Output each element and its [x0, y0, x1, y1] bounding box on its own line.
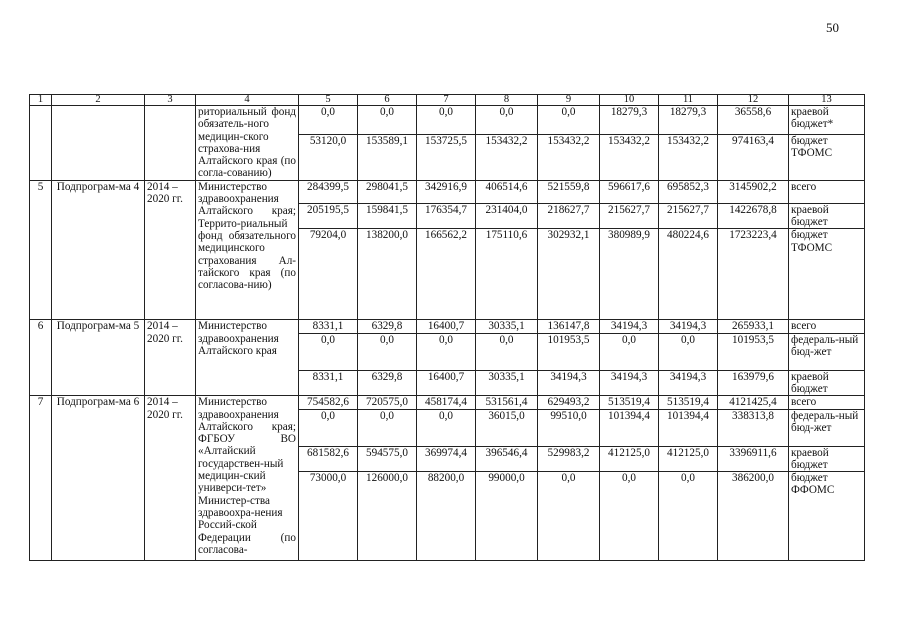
value-cell: 1422678,8 [718, 203, 789, 229]
value-cell: 215627,7 [659, 203, 718, 229]
value-cell: 4121425,4 [718, 396, 789, 409]
value-cell: 0,0 [417, 106, 476, 135]
value-cell: 6329,8 [358, 320, 417, 333]
source-cell: всего [789, 320, 865, 333]
subprogram-name-cell [52, 106, 145, 181]
value-cell: 0,0 [538, 472, 600, 561]
value-cell: 3396911,6 [718, 446, 789, 472]
source-cell: бюджет ФФОМС [789, 472, 865, 561]
value-cell: 53120,0 [299, 134, 358, 180]
value-cell: 153589,1 [358, 134, 417, 180]
executor-cell: Министерство здравоохранения Алтайского края; ФГБОУ ВО «Алтайский государствен-ный медицин-ский универси-тет» Министер-ства здравоохра-нения Россий-ской Федерации (по согласова- [196, 396, 299, 561]
header-cell: 9 [538, 95, 600, 106]
executor-cell: Министерство здравоохранения Алтайского края [196, 320, 299, 396]
value-cell: 175110,6 [476, 229, 538, 320]
value-cell: 215627,7 [600, 203, 659, 229]
value-cell: 754582,6 [299, 396, 358, 409]
value-cell: 629493,2 [538, 396, 600, 409]
value-cell: 513519,4 [659, 396, 718, 409]
value-cell: 0,0 [417, 409, 476, 446]
value-cell: 36015,0 [476, 409, 538, 446]
value-cell: 8331,1 [299, 320, 358, 333]
source-cell: краевой бюджет* [789, 106, 865, 135]
source-cell: бюджет ТФОМС [789, 229, 865, 320]
period-cell: 2014 – 2020 гг. [145, 396, 196, 561]
value-cell: 138200,0 [358, 229, 417, 320]
value-cell: 36558,6 [718, 106, 789, 135]
value-cell: 0,0 [299, 409, 358, 446]
source-cell: краевой бюджет [789, 446, 865, 472]
value-cell: 101953,5 [538, 333, 600, 370]
value-cell: 302932,1 [538, 229, 600, 320]
header-cell: 13 [789, 95, 865, 106]
subprogram-name-cell: Подпрограм-ма 5 [52, 320, 145, 396]
value-cell: 0,0 [476, 333, 538, 370]
value-cell: 681582,6 [299, 446, 358, 472]
value-cell: 30335,1 [476, 320, 538, 333]
value-cell: 342916,9 [417, 180, 476, 203]
header-cell: 12 [718, 95, 789, 106]
value-cell: 101394,4 [659, 409, 718, 446]
row-number-cell: 5 [30, 180, 52, 320]
value-cell: 153725,5 [417, 134, 476, 180]
value-cell: 34194,3 [600, 320, 659, 333]
value-cell: 0,0 [299, 106, 358, 135]
value-cell: 205195,5 [299, 203, 358, 229]
value-cell: 338313,8 [718, 409, 789, 446]
header-cell: 5 [299, 95, 358, 106]
value-cell: 231404,0 [476, 203, 538, 229]
value-cell: 284399,5 [299, 180, 358, 203]
value-cell: 153432,2 [600, 134, 659, 180]
value-cell: 0,0 [659, 472, 718, 561]
value-cell: 34194,3 [659, 370, 718, 396]
value-cell: 513519,4 [600, 396, 659, 409]
table-row [30, 396, 865, 409]
value-cell: 153432,2 [659, 134, 718, 180]
value-cell: 521559,8 [538, 180, 600, 203]
value-cell: 1723223,4 [718, 229, 789, 320]
row-number-cell: 7 [30, 396, 52, 561]
value-cell: 159841,5 [358, 203, 417, 229]
value-cell: 0,0 [659, 333, 718, 370]
period-cell [145, 106, 196, 181]
value-cell: 396546,4 [476, 446, 538, 472]
source-cell: краевой бюджет [789, 203, 865, 229]
header-row [30, 95, 865, 106]
value-cell: 99000,0 [476, 472, 538, 561]
value-cell: 18279,3 [659, 106, 718, 135]
source-cell: краевой бюджет [789, 370, 865, 396]
header-cell: 3 [145, 95, 196, 106]
period-cell: 2014 – 2020 гг. [145, 320, 196, 396]
header-cell: 4 [196, 95, 299, 106]
value-cell: 0,0 [358, 106, 417, 135]
table-row [30, 180, 865, 203]
row-number-cell [30, 106, 52, 181]
value-cell: 18279,3 [600, 106, 659, 135]
value-cell: 458174,4 [417, 396, 476, 409]
value-cell: 596617,6 [600, 180, 659, 203]
value-cell: 6329,8 [358, 370, 417, 396]
value-cell: 695852,3 [659, 180, 718, 203]
value-cell: 298041,5 [358, 180, 417, 203]
source-cell: всего [789, 180, 865, 203]
value-cell: 8331,1 [299, 370, 358, 396]
value-cell: 369974,4 [417, 446, 476, 472]
header-cell: 8 [476, 95, 538, 106]
table-row [30, 106, 865, 135]
header-cell: 10 [600, 95, 659, 106]
value-cell: 34194,3 [600, 370, 659, 396]
header-cell: 7 [417, 95, 476, 106]
row-number-cell: 6 [30, 320, 52, 396]
value-cell: 73000,0 [299, 472, 358, 561]
value-cell: 16400,7 [417, 370, 476, 396]
subprogram-name-cell: Подпрограм-ма 4 [52, 180, 145, 320]
value-cell: 101953,5 [718, 333, 789, 370]
table-row [30, 320, 865, 333]
value-cell: 101394,4 [600, 409, 659, 446]
value-cell: 79204,0 [299, 229, 358, 320]
value-cell: 34194,3 [659, 320, 718, 333]
value-cell: 720575,0 [358, 396, 417, 409]
value-cell: 88200,0 [417, 472, 476, 561]
executor-cell: Министерство здравоохранения Алтайского края; Террито-риальный фонд обязательного медицинского страхования Ал-тайского края (по согласова-нию) [196, 180, 299, 320]
value-cell: 380989,9 [600, 229, 659, 320]
value-cell: 480224,6 [659, 229, 718, 320]
value-cell: 153432,2 [476, 134, 538, 180]
value-cell: 126000,0 [358, 472, 417, 561]
value-cell: 0,0 [476, 106, 538, 135]
value-cell: 3145902,2 [718, 180, 789, 203]
value-cell: 974163,4 [718, 134, 789, 180]
value-cell: 594575,0 [358, 446, 417, 472]
header-cell: 2 [52, 95, 145, 106]
source-cell: бюджет ТФОМС [789, 134, 865, 180]
page-number: 50 [826, 20, 839, 35]
value-cell: 30335,1 [476, 370, 538, 396]
value-cell: 0,0 [358, 409, 417, 446]
value-cell: 0,0 [299, 333, 358, 370]
value-cell: 34194,3 [538, 370, 600, 396]
value-cell: 166562,2 [417, 229, 476, 320]
value-cell: 412125,0 [659, 446, 718, 472]
value-cell: 0,0 [538, 106, 600, 135]
value-cell: 406514,6 [476, 180, 538, 203]
subprogram-name-cell: Подпрограм-ма 6 [52, 396, 145, 561]
value-cell: 153432,2 [538, 134, 600, 180]
value-cell: 0,0 [600, 472, 659, 561]
value-cell: 529983,2 [538, 446, 600, 472]
value-cell: 531561,4 [476, 396, 538, 409]
value-cell: 218627,7 [538, 203, 600, 229]
value-cell: 163979,6 [718, 370, 789, 396]
value-cell: 386200,0 [718, 472, 789, 561]
period-cell: 2014 – 2020 гг. [145, 180, 196, 320]
value-cell: 0,0 [358, 333, 417, 370]
value-cell: 176354,7 [417, 203, 476, 229]
executor-cell: риториальный фонд обязатель-ного медицин-ского страхова-ния Алтайского края (по согла-сованию) [196, 106, 299, 181]
source-cell: всего [789, 396, 865, 409]
source-cell: федераль-ный бюд-жет [789, 333, 865, 370]
funding-table [29, 94, 865, 561]
value-cell: 0,0 [600, 333, 659, 370]
source-cell: федераль-ный бюд-жет [789, 409, 865, 446]
value-cell: 412125,0 [600, 446, 659, 472]
value-cell: 99510,0 [538, 409, 600, 446]
value-cell: 16400,7 [417, 320, 476, 333]
value-cell: 265933,1 [718, 320, 789, 333]
value-cell: 0,0 [417, 333, 476, 370]
header-cell: 1 [30, 95, 52, 106]
header-cell: 6 [358, 95, 417, 106]
header-cell: 11 [659, 95, 718, 106]
value-cell: 136147,8 [538, 320, 600, 333]
